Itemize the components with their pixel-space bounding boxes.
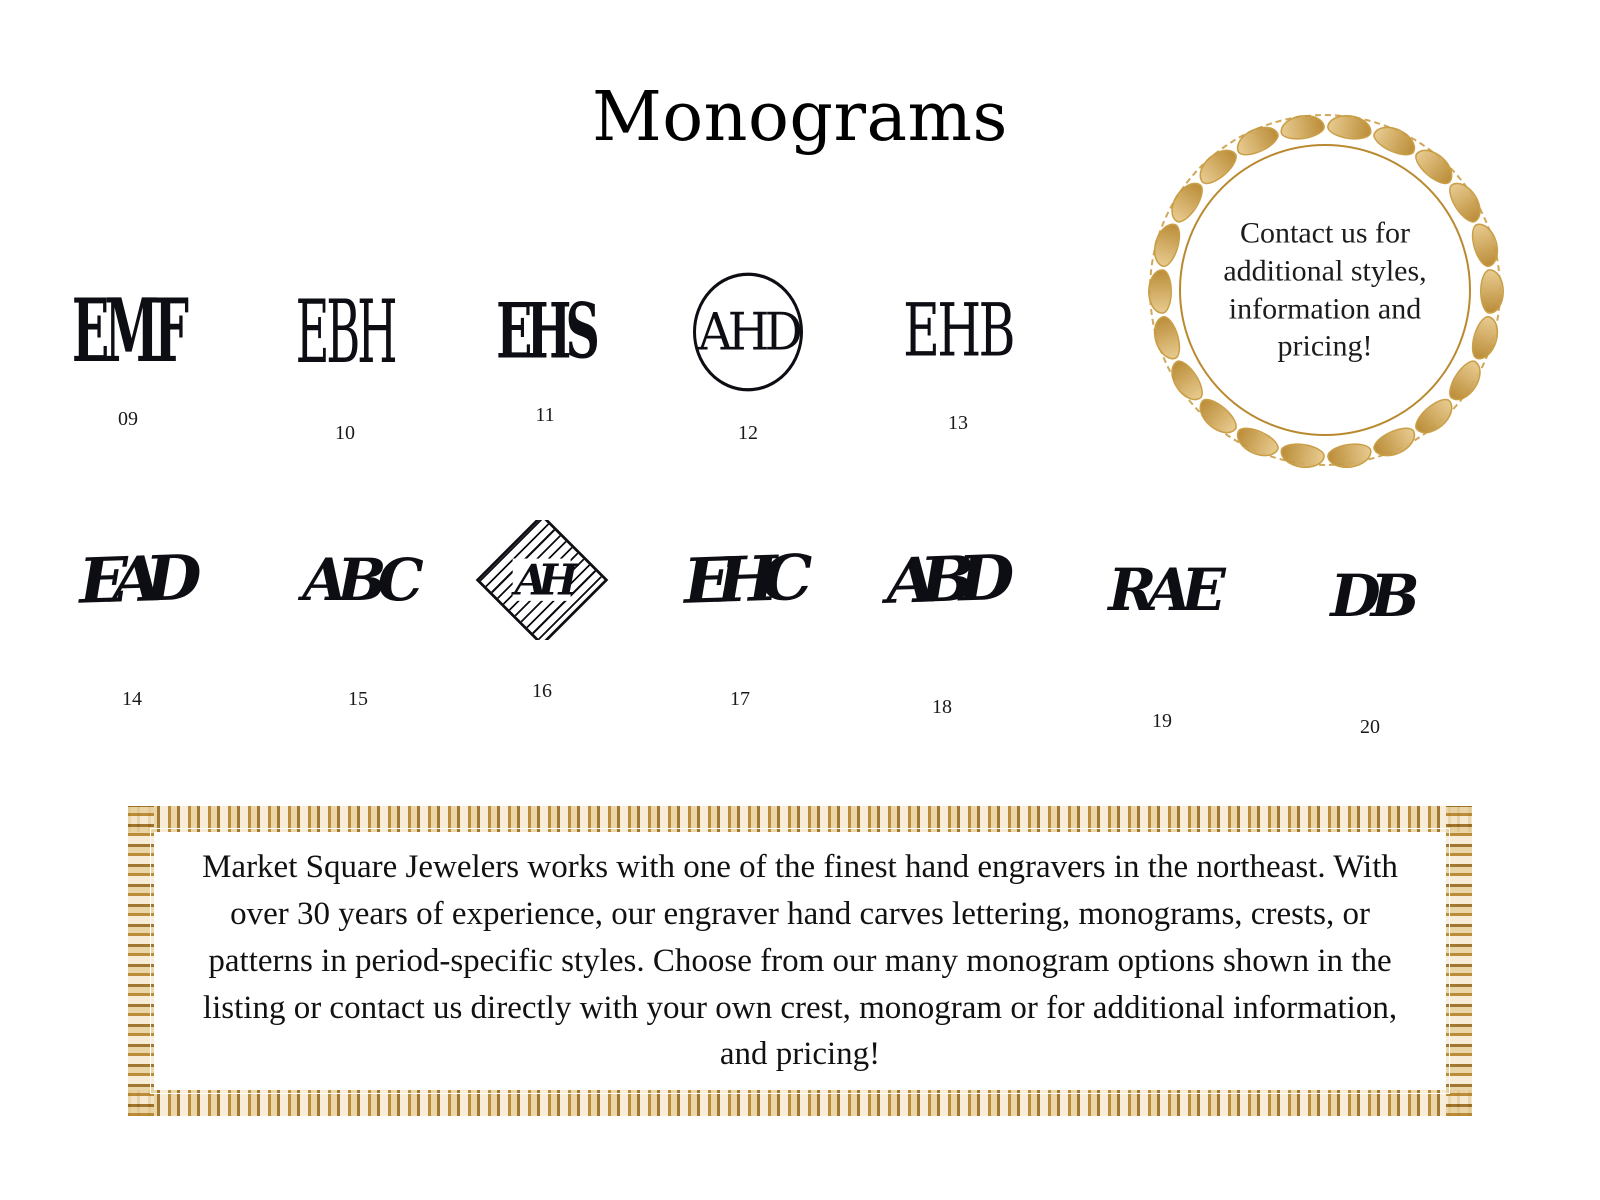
info-paragraph: Market Square Jewelers works with one of the finest hand engravers in the northeast. With over 30 years of experience, our engraver hand carves lettering, monograms, crests, or patterns in period-specific styles. Choose from our many monogram options shown in the listing or contact us directly with your own crest, monogram or for additional information, and pricing! bbox=[202, 848, 1398, 1073]
monogram-number: 20 bbox=[1360, 716, 1380, 738]
monogram-item[interactable] bbox=[52, 520, 212, 711]
monogram-art: DB bbox=[1330, 562, 1410, 630]
monogram-number: 14 bbox=[122, 688, 142, 710]
monogram-art: RAE bbox=[1108, 556, 1216, 624]
monogram-number: 11 bbox=[535, 404, 555, 426]
monogram-number: 18 bbox=[932, 696, 952, 718]
monogram-art: EBH bbox=[295, 281, 395, 383]
monogram-art: EHC bbox=[682, 541, 798, 618]
monogram-art: ABC bbox=[302, 546, 414, 614]
monogram-number: 15 bbox=[348, 688, 368, 710]
monogram-item[interactable] bbox=[462, 520, 622, 703]
monogram-art: AHD bbox=[693, 273, 803, 392]
monogram-number: 19 bbox=[1152, 710, 1172, 732]
monogram-art: ABD bbox=[884, 541, 1000, 618]
monogram-item[interactable] bbox=[48, 272, 208, 431]
info-panel bbox=[128, 806, 1472, 1116]
monogram-art: EHB bbox=[903, 289, 1013, 374]
monogram-item[interactable] bbox=[1082, 530, 1242, 733]
monogram-art-wrapper bbox=[668, 272, 828, 392]
monogram-art: EMF bbox=[71, 281, 185, 383]
monogram-number: 12 bbox=[738, 422, 758, 444]
monogram-item[interactable] bbox=[660, 520, 820, 711]
monogram-number: 17 bbox=[730, 688, 750, 710]
monogram-art bbox=[476, 520, 609, 640]
monogram-item[interactable] bbox=[265, 272, 425, 445]
monogram-art: EHS bbox=[496, 287, 594, 377]
monogram-number: 16 bbox=[532, 680, 552, 702]
monogram-item[interactable] bbox=[878, 272, 1038, 435]
monogram-item[interactable] bbox=[1290, 536, 1450, 739]
page-title: Monograms bbox=[592, 78, 1008, 157]
monogram-letters: AH bbox=[514, 555, 570, 605]
monogram-row-2 bbox=[0, 520, 1600, 738]
monogram-number: 10 bbox=[335, 422, 355, 444]
monogram-item[interactable] bbox=[278, 520, 438, 711]
monogram-number: 09 bbox=[118, 408, 138, 430]
monogram-item[interactable] bbox=[668, 272, 828, 445]
monogram-art: EAD bbox=[77, 541, 187, 618]
monogram-row-1 bbox=[0, 272, 1600, 462]
badge-text: Contact us for additional styles, information and pricing! bbox=[1223, 216, 1427, 363]
monogram-number: 13 bbox=[948, 412, 968, 434]
monogram-item[interactable] bbox=[465, 272, 625, 427]
monogram-art-wrapper bbox=[462, 520, 622, 640]
monogram-item[interactable] bbox=[862, 520, 1022, 719]
